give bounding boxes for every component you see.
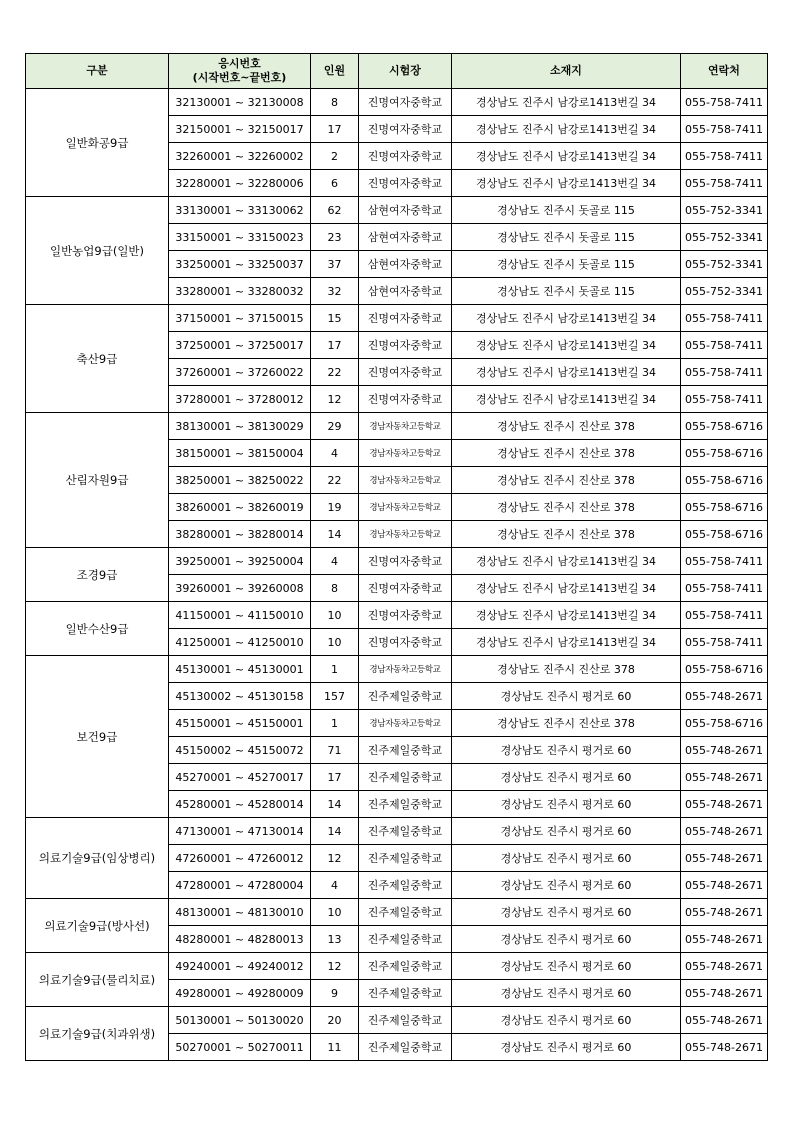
phone-cell: 055-748-2671: [681, 791, 768, 818]
count-cell: 22: [311, 359, 359, 386]
venue-cell: 진명여자중학교: [359, 143, 452, 170]
count-cell: 71: [311, 737, 359, 764]
address-cell: 경상남도 진주시 남강로1413번길 34: [452, 332, 681, 359]
category-cell: 일반수산9급: [26, 602, 169, 656]
count-cell: 17: [311, 764, 359, 791]
header-exam-number: [169, 54, 311, 89]
phone-cell: 055-748-2671: [681, 764, 768, 791]
count-cell: 14: [311, 791, 359, 818]
exam-number-range-cell: 48130001 ~ 48130010: [169, 899, 311, 926]
phone-cell: 055-752-3341: [681, 197, 768, 224]
exam-number-range-cell: 33130001 ~ 33130062: [169, 197, 311, 224]
exam-number-range-cell: 38260001 ~ 38260019: [169, 494, 311, 521]
phone-cell: 055-758-7411: [681, 548, 768, 575]
exam-number-range-cell: 41250001 ~ 41250010: [169, 629, 311, 656]
venue-cell: 삼현여자중학교: [359, 197, 452, 224]
phone-cell: 055-748-2671: [681, 683, 768, 710]
address-cell: 경상남도 진주시 평거로 60: [452, 818, 681, 845]
address-cell: 경상남도 진주시 평거로 60: [452, 791, 681, 818]
address-cell: 경상남도 진주시 남강로1413번길 34: [452, 386, 681, 413]
exam-number-range-cell: 45150002 ~ 45150072: [169, 737, 311, 764]
exam-number-range-cell: 38150001 ~ 38150004: [169, 440, 311, 467]
count-cell: 12: [311, 386, 359, 413]
exam-number-range-cell: 38130001 ~ 38130029: [169, 413, 311, 440]
exam-number-range-cell: 47260001 ~ 47260012: [169, 845, 311, 872]
exam-number-range-cell: 45280001 ~ 45280014: [169, 791, 311, 818]
count-cell: 20: [311, 1007, 359, 1034]
phone-cell: 055-758-6716: [681, 710, 768, 737]
venue-cell: 삼현여자중학교: [359, 224, 452, 251]
phone-cell: 055-758-6716: [681, 440, 768, 467]
address-cell: 경상남도 진주시 남강로1413번길 34: [452, 629, 681, 656]
count-cell: 8: [311, 89, 359, 116]
count-cell: 10: [311, 899, 359, 926]
header-row: [26, 54, 768, 89]
address-cell: 경상남도 진주시 진산로 378: [452, 521, 681, 548]
exam-number-range-cell: 37250001 ~ 37250017: [169, 332, 311, 359]
table-row: [26, 548, 768, 575]
venue-cell: 진주제일중학교: [359, 791, 452, 818]
address-cell: 경상남도 진주시 평거로 60: [452, 737, 681, 764]
count-cell: 32: [311, 278, 359, 305]
phone-cell: 055-758-7411: [681, 116, 768, 143]
venue-cell: 진주제일중학교: [359, 683, 452, 710]
table-row: [26, 413, 768, 440]
count-cell: 1: [311, 710, 359, 737]
venue-cell: 진주제일중학교: [359, 899, 452, 926]
count-cell: 14: [311, 818, 359, 845]
address-cell: 경상남도 진주시 평거로 60: [452, 899, 681, 926]
address-cell: 경상남도 진주시 평거로 60: [452, 980, 681, 1007]
venue-cell: 진명여자중학교: [359, 305, 452, 332]
address-cell: 경상남도 진주시 진산로 378: [452, 467, 681, 494]
header-contact: 연락처: [681, 54, 768, 89]
venue-cell: 진주제일중학교: [359, 1007, 452, 1034]
phone-cell: 055-758-7411: [681, 359, 768, 386]
address-cell: 경상남도 진주시 남강로1413번길 34: [452, 359, 681, 386]
exam-number-range-cell: 50130001 ~ 50130020: [169, 1007, 311, 1034]
address-cell: 경상남도 진주시 남강로1413번길 34: [452, 548, 681, 575]
exam-number-range-cell: 48280001 ~ 48280013: [169, 926, 311, 953]
count-cell: 17: [311, 116, 359, 143]
address-cell: 경상남도 진주시 남강로1413번길 34: [452, 575, 681, 602]
address-cell: 경상남도 진주시 남강로1413번길 34: [452, 116, 681, 143]
phone-cell: 055-758-7411: [681, 602, 768, 629]
exam-number-range-cell: 37260001 ~ 37260022: [169, 359, 311, 386]
exam-number-range-cell: 38280001 ~ 38280014: [169, 521, 311, 548]
count-cell: 12: [311, 845, 359, 872]
exam-number-range-cell: 45150001 ~ 45150001: [169, 710, 311, 737]
exam-number-range-cell: 47130001 ~ 47130014: [169, 818, 311, 845]
exam-number-range-cell: 49280001 ~ 49280009: [169, 980, 311, 1007]
venue-cell: 진주제일중학교: [359, 953, 452, 980]
venue-cell: 진주제일중학교: [359, 872, 452, 899]
header-address: 소재지: [452, 54, 681, 89]
count-cell: 9: [311, 980, 359, 1007]
venue-cell: 진명여자중학교: [359, 629, 452, 656]
count-cell: 8: [311, 575, 359, 602]
venue-cell: 경남자동차고등학교: [359, 467, 452, 494]
count-cell: 157: [311, 683, 359, 710]
count-cell: 4: [311, 440, 359, 467]
address-cell: 경상남도 진주시 평거로 60: [452, 845, 681, 872]
address-cell: 경상남도 진주시 평거로 60: [452, 1007, 681, 1034]
exam-number-range-cell: 45130002 ~ 45130158: [169, 683, 311, 710]
address-cell: 경상남도 진주시 진산로 378: [452, 494, 681, 521]
phone-cell: 055-748-2671: [681, 1034, 768, 1061]
count-cell: 4: [311, 872, 359, 899]
venue-cell: 진명여자중학교: [359, 602, 452, 629]
phone-cell: 055-748-2671: [681, 1007, 768, 1034]
phone-cell: 055-758-7411: [681, 386, 768, 413]
exam-number-range-cell: 32280001 ~ 32280006: [169, 170, 311, 197]
venue-cell: 진주제일중학교: [359, 737, 452, 764]
category-cell: 조경9급: [26, 548, 169, 602]
phone-cell: 055-758-7411: [681, 575, 768, 602]
table-row: [26, 818, 768, 845]
address-cell: 경상남도 진주시 평거로 60: [452, 872, 681, 899]
venue-cell: 경남자동차고등학교: [359, 710, 452, 737]
count-cell: 29: [311, 413, 359, 440]
address-cell: 경상남도 진주시 진산로 378: [452, 440, 681, 467]
table-row: [26, 197, 768, 224]
venue-cell: 진주제일중학교: [359, 845, 452, 872]
count-cell: 4: [311, 548, 359, 575]
count-cell: 14: [311, 521, 359, 548]
exam-number-range-cell: 45270001 ~ 45270017: [169, 764, 311, 791]
category-cell: 일반농업9급(일반): [26, 197, 169, 305]
phone-cell: 055-758-7411: [681, 89, 768, 116]
table-body: [26, 89, 768, 1061]
phone-cell: 055-748-2671: [681, 926, 768, 953]
phone-cell: 055-748-2671: [681, 737, 768, 764]
phone-cell: 055-758-6716: [681, 467, 768, 494]
venue-cell: 진주제일중학교: [359, 980, 452, 1007]
venue-cell: 진주제일중학교: [359, 818, 452, 845]
exam-number-range-cell: 32260001 ~ 32260002: [169, 143, 311, 170]
table-row: [26, 953, 768, 980]
phone-cell: 055-748-2671: [681, 872, 768, 899]
exam-number-range-cell: 33280001 ~ 33280032: [169, 278, 311, 305]
exam-number-range-cell: 41150001 ~ 41150010: [169, 602, 311, 629]
count-cell: 12: [311, 953, 359, 980]
venue-cell: 진명여자중학교: [359, 548, 452, 575]
address-cell: 경상남도 진주시 평거로 60: [452, 683, 681, 710]
phone-cell: 055-748-2671: [681, 845, 768, 872]
exam-number-range-cell: 33250001 ~ 33250037: [169, 251, 311, 278]
table-row: [26, 656, 768, 683]
address-cell: 경상남도 진주시 평거로 60: [452, 953, 681, 980]
venue-cell: 진명여자중학교: [359, 116, 452, 143]
venue-cell: 진명여자중학교: [359, 170, 452, 197]
count-cell: 2: [311, 143, 359, 170]
phone-cell: 055-758-7411: [681, 143, 768, 170]
venue-cell: 진주제일중학교: [359, 926, 452, 953]
count-cell: 62: [311, 197, 359, 224]
exam-number-range-cell: 47280001 ~ 47280004: [169, 872, 311, 899]
exam-number-range-cell: 37280001 ~ 37280012: [169, 386, 311, 413]
venue-cell: 진명여자중학교: [359, 575, 452, 602]
address-cell: 경상남도 진주시 돗골로 115: [452, 278, 681, 305]
count-cell: 13: [311, 926, 359, 953]
venue-cell: 경남자동차고등학교: [359, 656, 452, 683]
venue-cell: 경남자동차고등학교: [359, 440, 452, 467]
exam-number-range-cell: 38250001 ~ 38250022: [169, 467, 311, 494]
address-cell: 경상남도 진주시 평거로 60: [452, 1034, 681, 1061]
count-cell: 11: [311, 1034, 359, 1061]
venue-cell: 삼현여자중학교: [359, 251, 452, 278]
exam-number-range-cell: 45130001 ~ 45130001: [169, 656, 311, 683]
table-row: [26, 899, 768, 926]
header-exam-number-line2: (시작번호~끝번호): [192, 71, 287, 84]
venue-cell: 경남자동차고등학교: [359, 521, 452, 548]
category-cell: 의료기술9급(임상병리): [26, 818, 169, 899]
phone-cell: 055-758-6716: [681, 521, 768, 548]
phone-cell: 055-758-6716: [681, 413, 768, 440]
table-row: [26, 602, 768, 629]
address-cell: 경상남도 진주시 남강로1413번길 34: [452, 305, 681, 332]
address-cell: 경상남도 진주시 남강로1413번길 34: [452, 170, 681, 197]
venue-cell: 진명여자중학교: [359, 332, 452, 359]
phone-cell: 055-748-2671: [681, 899, 768, 926]
address-cell: 경상남도 진주시 돗골로 115: [452, 197, 681, 224]
phone-cell: 055-748-2671: [681, 818, 768, 845]
count-cell: 6: [311, 170, 359, 197]
address-cell: 경상남도 진주시 평거로 60: [452, 926, 681, 953]
phone-cell: 055-758-7411: [681, 170, 768, 197]
phone-cell: 055-758-7411: [681, 305, 768, 332]
exam-number-range-cell: 39260001 ~ 39260008: [169, 575, 311, 602]
venue-cell: 경남자동차고등학교: [359, 494, 452, 521]
exam-number-range-cell: 32150001 ~ 32150017: [169, 116, 311, 143]
count-cell: 10: [311, 602, 359, 629]
address-cell: 경상남도 진주시 남강로1413번길 34: [452, 602, 681, 629]
venue-cell: 삼현여자중학교: [359, 278, 452, 305]
address-cell: 경상남도 진주시 돗골로 115: [452, 251, 681, 278]
venue-cell: 진명여자중학교: [359, 386, 452, 413]
exam-number-range-cell: 33150001 ~ 33150023: [169, 224, 311, 251]
count-cell: 19: [311, 494, 359, 521]
venue-cell: 진명여자중학교: [359, 89, 452, 116]
table-row: [26, 89, 768, 116]
exam-number-range-cell: 39250001 ~ 39250004: [169, 548, 311, 575]
phone-cell: 055-752-3341: [681, 278, 768, 305]
address-cell: 경상남도 진주시 진산로 378: [452, 710, 681, 737]
exam-number-range-cell: 32130001 ~ 32130008: [169, 89, 311, 116]
header-exam-number-line1: 응시번호: [218, 57, 261, 70]
address-cell: 경상남도 진주시 진산로 378: [452, 656, 681, 683]
phone-cell: 055-758-7411: [681, 332, 768, 359]
exam-number-range-cell: 49240001 ~ 49240012: [169, 953, 311, 980]
venue-cell: 진주제일중학교: [359, 764, 452, 791]
count-cell: 22: [311, 467, 359, 494]
address-cell: 경상남도 진주시 남강로1413번길 34: [452, 89, 681, 116]
count-cell: 1: [311, 656, 359, 683]
phone-cell: 055-758-6716: [681, 494, 768, 521]
phone-cell: 055-748-2671: [681, 980, 768, 1007]
header-venue: 시험장: [359, 54, 452, 89]
phone-cell: 055-758-7411: [681, 629, 768, 656]
phone-cell: 055-758-6716: [681, 656, 768, 683]
address-cell: 경상남도 진주시 남강로1413번길 34: [452, 143, 681, 170]
category-cell: 축산9급: [26, 305, 169, 413]
address-cell: 경상남도 진주시 평거로 60: [452, 764, 681, 791]
venue-cell: 진명여자중학교: [359, 359, 452, 386]
exam-number-range-cell: 37150001 ~ 37150015: [169, 305, 311, 332]
header-count: 인원: [311, 54, 359, 89]
category-cell: 보건9급: [26, 656, 169, 818]
category-cell: 산림자원9급: [26, 413, 169, 548]
phone-cell: 055-748-2671: [681, 953, 768, 980]
count-cell: 17: [311, 332, 359, 359]
exam-number-range-cell: 50270001 ~ 50270011: [169, 1034, 311, 1061]
phone-cell: 055-752-3341: [681, 251, 768, 278]
count-cell: 10: [311, 629, 359, 656]
table-row: [26, 1007, 768, 1034]
count-cell: 15: [311, 305, 359, 332]
count-cell: 37: [311, 251, 359, 278]
phone-cell: 055-752-3341: [681, 224, 768, 251]
category-cell: 의료기술9급(치과위생): [26, 1007, 169, 1061]
header-category: 구분: [26, 54, 169, 89]
count-cell: 23: [311, 224, 359, 251]
table-row: [26, 305, 768, 332]
address-cell: 경상남도 진주시 돗골로 115: [452, 224, 681, 251]
category-cell: 의료기술9급(방사선): [26, 899, 169, 953]
exam-venue-table: [25, 53, 768, 1061]
category-cell: 일반화공9급: [26, 89, 169, 197]
venue-cell: 진주제일중학교: [359, 1034, 452, 1061]
address-cell: 경상남도 진주시 진산로 378: [452, 413, 681, 440]
category-cell: 의료기술9급(물리치료): [26, 953, 169, 1007]
venue-cell: 경남자동차고등학교: [359, 413, 452, 440]
